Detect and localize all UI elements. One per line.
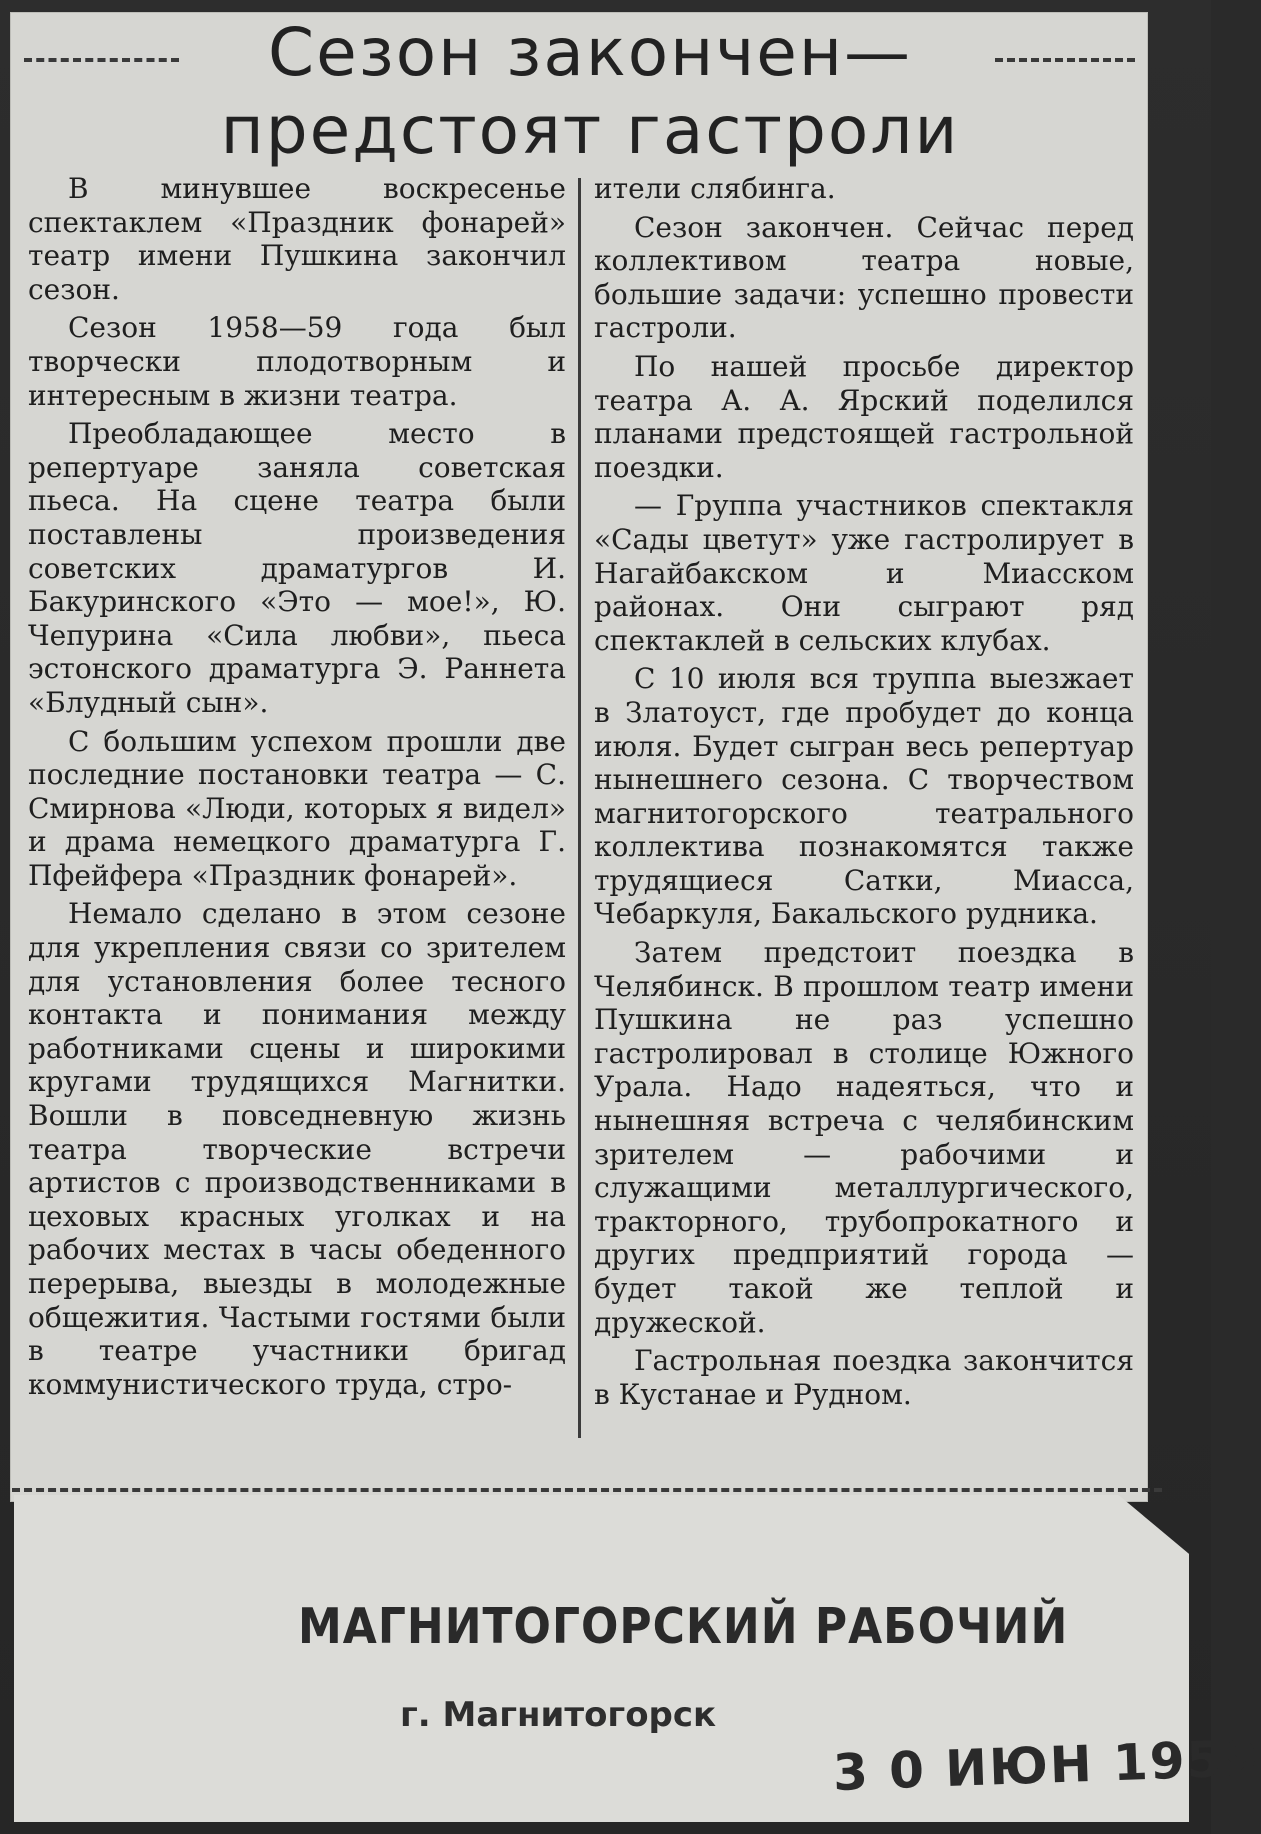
- paragraph: Сезон закончен. Сейчас перед коллективом театра новые, большие задачи: успешно провести гастроли.: [594, 210, 1134, 345]
- paragraph: Гастрольная поездка закончится в Кустанае и Рудном.: [594, 1344, 1134, 1411]
- perforation-bottom: [12, 1488, 1162, 1492]
- article-right-column: [594, 172, 1134, 1416]
- column-divider: [578, 178, 581, 1438]
- paragraph: — Группа участников спектакля «Сады цветут» уже гастролирует в Нагайбакском и Миасском районах. Они сыграют ряд спектаклей в сельских клубах.: [594, 489, 1134, 657]
- headline-line-2: предстоят гастроли: [220, 92, 960, 169]
- date-stamp: 3 0 ИЮН 1959: [832, 1729, 1261, 1802]
- paragraph: В минувшее воскресенье спектаклем «Праздник фонарей» театр имени Пушкина закончил сезон.: [28, 172, 566, 306]
- perforation-top-right: [995, 58, 1135, 62]
- headline-line-1: Сезон закончен—: [268, 14, 912, 91]
- city-stamp: г. Магнитогорск: [400, 1695, 717, 1735]
- paragraph: С 10 июля вся труппа выезжает в Златоуст, где пробудет до конца июля. Будет сыгран весь репертуар нынешнего сезона. С творчеством магнитогорского театрального коллектива познакомятся также трудящиеся Сатки, Миасса, Чебаркуля, Бакальского рудника.: [594, 662, 1134, 931]
- paragraph: Немало сделано в этом сезоне для укрепления связи со зрителем для установления более тесного контакта и понимания между работниками сцены и широкими кругами трудящихся Магнитки. Вошли в повседневную жизнь театра творческие встречи артистов с производственниками в цеховых красных уголках и на рабочих местах в часы обеденного перерыва, выезды в молодежные общежития. Частыми гостями были в театре участники бригад коммунистического труда, стро-: [28, 897, 566, 1401]
- paragraph: Сезон 1958—59 года был творчески плодотворным и интересным в жизни театра.: [28, 311, 566, 412]
- newspaper-stamp: МАГНИТОГОРСКИЙ РАБОЧИЙ: [298, 1598, 1069, 1656]
- paragraph: ители слябинга.: [594, 172, 836, 205]
- perforation-top-left: [24, 58, 179, 62]
- article-left-column: [28, 172, 566, 1406]
- paragraph: Затем предстоит поездка в Челябинск. В прошлом театр имени Пушкина не раз успешно гастролировал в столице Южного Урала. Надо надеяться, что и нынешняя встреча с челябинским зрителем — рабочими и служащими металлургического, тракторного, трубопрокатного и других предприятий города — будет такой же теплой и дружеской.: [594, 936, 1134, 1339]
- paragraph: По нашей просьбе директор театра А. А. Ярский поделился планами предстоящей гастрольной поездки.: [594, 349, 1134, 484]
- paragraph: Преобладающее место в репертуаре заняла советская пьеса. На сцене театра были поставлены произведения советских драматургов И. Бакуринского «Это — мое!», Ю. Чепурина «Сила любви», пьеса эстонского драматурга Э. Раннета «Блудный сын».: [28, 417, 566, 719]
- paragraph: С большим успехом прошли две последние постановки театра — С. Смирнова «Люди, которых я видел» и драма немецкого драматурга Г. Пфейфера «Праздник фонарей».: [28, 724, 566, 892]
